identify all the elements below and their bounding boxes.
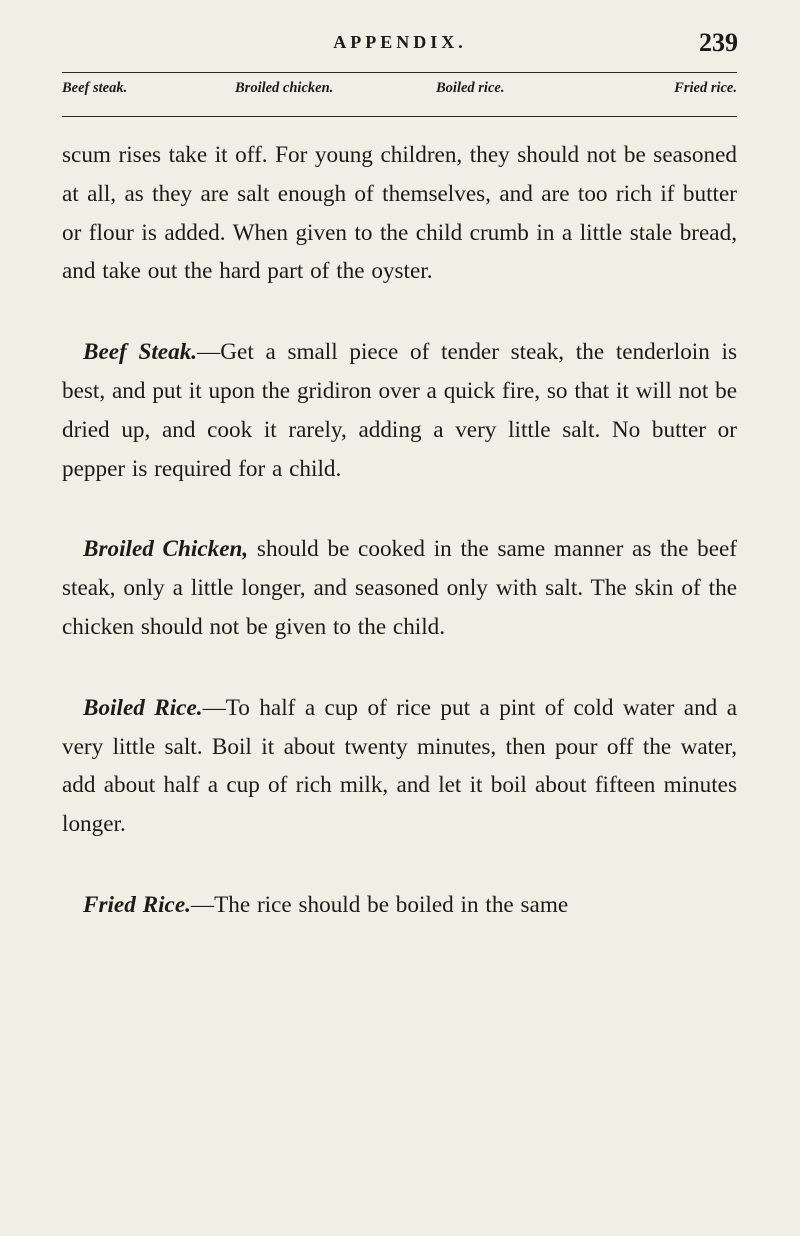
paragraph-text: —The rice should be boiled in the same — [190, 891, 569, 918]
paragraph-text: —Get a small piece of tender steak, the tenderloin is best, and put it upon the gridiron over a quick fire, so that it will not be dried up, and cook it rarely, adding a very little salt. No butter or pepper is required for a child. — [62, 339, 737, 482]
paragraph-text: —To half a cup of rice put a pint of cold water and a very little salt. Boil it about twenty minutes, then pour off the water, add about half a cup of rich milk, and let it boil about fifteen minutes longer. — [62, 694, 737, 838]
catchword-beef-steak: Beef steak. — [62, 80, 128, 96]
header-rule-bottom — [62, 116, 737, 117]
body-text — [62, 136, 737, 967]
recipe-heading-boiled-rice: Boiled Rice. — [83, 694, 203, 721]
paragraph-beef-steak — [62, 333, 737, 488]
running-title: APPENDIX. — [333, 32, 467, 52]
paragraph-text: should be cooked in the same manner as the beef steak, only a little longer, and seasoned only with salt. The skin of the chicken should not be given to the child. — [62, 536, 737, 640]
paragraph-text: scum rises take it off. For young children, they should not be seasoned at all, as they are salt enough of themselves, and are too rich if butter or flour is added. When given to the child crumb in a little stale bread, and take out the hard part of the oyster. — [62, 142, 737, 285]
recipe-heading-fried-rice: Fried Rice. — [83, 891, 191, 918]
page-number: 239 — [699, 28, 738, 57]
recipe-heading-beef-steak: Beef Steak. — [83, 339, 198, 366]
paragraph-broiled-chicken — [62, 530, 737, 646]
paragraph-oyster-continued — [62, 136, 737, 291]
catchwords-row — [62, 76, 737, 106]
paragraph-fried-rice — [62, 886, 737, 925]
recipe-heading-broiled-chicken: Broiled Chicken, — [83, 536, 249, 563]
header-rule-top — [62, 72, 737, 73]
catchword-broiled-chicken: Broiled chicken. — [235, 80, 334, 96]
catchword-boiled-rice: Boiled rice. — [436, 80, 505, 96]
paragraph-boiled-rice — [62, 689, 737, 844]
running-head — [62, 28, 738, 68]
catchword-fried-rice: Fried rice. — [674, 80, 737, 96]
